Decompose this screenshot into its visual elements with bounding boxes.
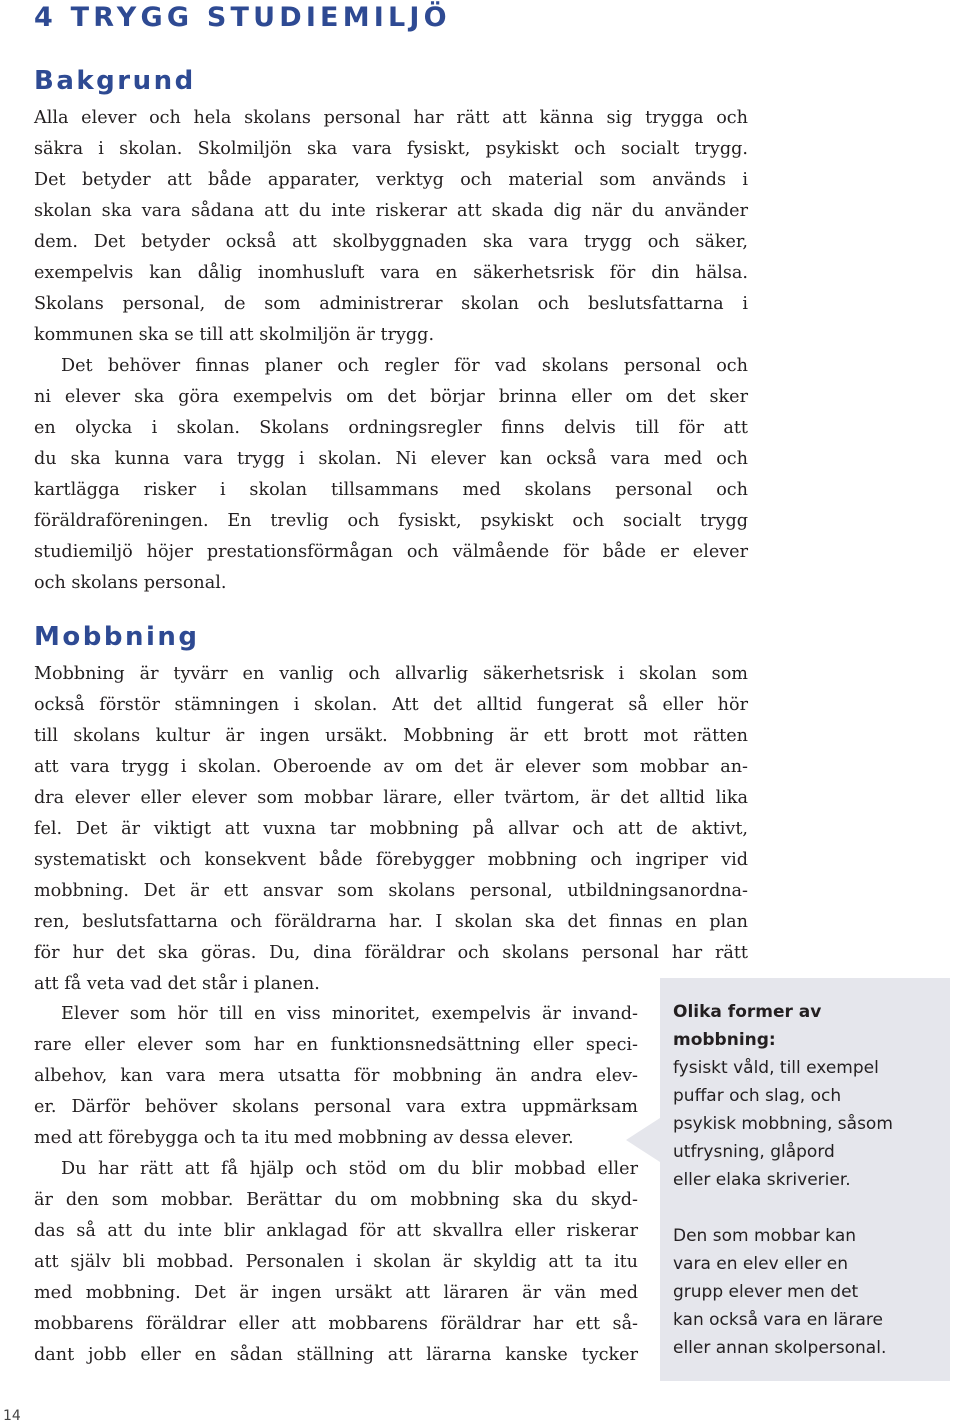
mobbning-text-full [34,659,748,1000]
text-line: studiemiljö höjer prestationsförmågan och välmående för både er elever [34,542,748,562]
text-line: mobbarens föräldrar eller att mobbarens föräldrar har ett så- [34,1314,638,1334]
text-line: dant jobb eller en sådan ställning att lärarna kanske tycker [34,1345,638,1365]
mobbning-paragraph-1 [34,659,748,1000]
text-line: Skolans personal, de som administrerar skolan och beslutsfattarna i [34,294,748,314]
chapter-title [34,2,451,33]
text-line: säkra i skolan. Skolmiljön ska vara fysiskt, psykiskt och socialt trygg. [34,139,748,159]
text-line: Mobbning är tyvärr en vanlig och allvarlig säkerhetsrisk i skolan som [34,664,748,684]
text-line: dem. Det betyder också att skolbyggnaden ska vara trygg och säker, [34,232,748,252]
text-line: kommunen ska se till att skolmiljön är trygg. [34,325,435,345]
mobbning-paragraph-2 [34,999,638,1154]
text-line: ni elever ska göra exempelvis om det börjar brinna eller om det sker [34,387,748,407]
sidebar-heading: Olika former av mobbning: [673,1002,822,1050]
sidebar-pointer [626,1118,660,1162]
sidebar-text-bully: Den som mobbar kan vara en elev eller en grupp elever men det kan också vara en lärare eller annan skolpersonal. [673,1226,887,1358]
bakgrund-paragraph-1 [34,103,748,351]
text-line: albehov, kan vara mera utsatta för mobbning än andra elev- [34,1066,638,1086]
text-line: med att förebygga och ta itu med mobbning av dessa elever. [34,1128,574,1148]
text-line: är den som mobbar. Berättar du om mobbning ska du skyd- [34,1190,638,1210]
text-line: skolan ska vara sådana att du inte riskerar att skada dig när du använder [34,201,748,221]
mobbning-text-narrow [34,999,638,1371]
text-line: rare eller elever som har en funktionsnedsättning eller speci- [34,1035,638,1055]
chapter-number: 4 [34,2,57,33]
text-line: kartlägga risker i skolan tillsammans med skolans personal och [34,480,748,500]
section-heading-mobbning: Mobbning [34,622,200,652]
text-line: er. Därför behöver skolans personal vara extra uppmärksam [34,1097,638,1117]
text-line: till skolans kultur är ingen ursäkt. Mobbning är ett brott mot rätten [34,726,748,746]
text-line: att vara trygg i skolan. Oberoende av om det är elever som mobbar an- [34,757,748,777]
text-line: för hur det ska göras. Du, dina föräldrar och skolans personal har rätt [34,943,748,963]
text-line: das så att du inte blir anklagad för att skvallra eller riskerar [34,1221,638,1241]
text-line: Det betyder att både apparater, verktyg och material som används i [34,170,748,190]
text-line: att själv bli mobbad. Personalen i skolan är skyldig att ta itu [34,1252,638,1272]
text-line: ren, beslutsfattarna och föräldrarna har. I skolan ska det finnas en plan [34,912,748,932]
text-line: du ska kunna vara trygg i skolan. Ni elever kan också vara med och [34,449,748,469]
text-line: Det behöver finnas planer och regler för vad skolans personal och [61,356,748,376]
mobbning-paragraph-3 [34,1154,638,1371]
sidebar-spacer [673,1194,938,1222]
text-line: Elever som hör till en viss minoritet, exempelvis är invand- [61,1004,638,1024]
sidebar-content [673,998,938,1362]
bakgrund-paragraph-2 [34,351,748,599]
text-line: systematiskt och konsekvent både förebygger mobbning och ingriper vid [34,850,748,870]
page-number: 14 [3,1408,21,1424]
text-line: och skolans personal. [34,573,227,593]
text-line: en olycka i skolan. Skolans ordningsregler finns delvis till för att [34,418,748,438]
sidebar-text-forms: fysiskt våld, till exempel puffar och slag, och psykisk mobbning, såsom utfrysning, glåpord eller elaka skriverier. [673,1058,893,1190]
text-line: också förstör stämningen i skolan. Att det alltid fungerat så eller hör [34,695,748,715]
chapter-title-text: TRYGG STUDIEMILJÖ [70,2,451,33]
sidebar-box [660,978,950,1381]
text-line: Alla elever och hela skolans personal har rätt att känna sig trygga och [34,108,748,128]
bakgrund-text [34,103,748,599]
text-line: att få veta vad det står i planen. [34,974,320,994]
text-line: föräldraföreningen. En trevlig och fysiskt, psykiskt och socialt trygg [34,511,748,531]
text-line: dra elever eller elever som mobbar lärare, eller tvärtom, är det alltid lika [34,788,748,808]
text-line: med mobbning. Det är ingen ursäkt att läraren är vän med [34,1283,638,1303]
text-line: fel. Det är viktigt att vuxna tar mobbning på allvar och att de aktivt, [34,819,748,839]
section-heading-bakgrund: Bakgrund [34,66,196,96]
text-line: Du har rätt att få hjälp och stöd om du blir mobbad eller [61,1159,638,1179]
text-line: mobbning. Det är ett ansvar som skolans personal, utbildningsanordna- [34,881,748,901]
text-line: exempelvis kan dålig inomhusluft vara en säkerhetsrisk för din hälsa. [34,263,748,283]
